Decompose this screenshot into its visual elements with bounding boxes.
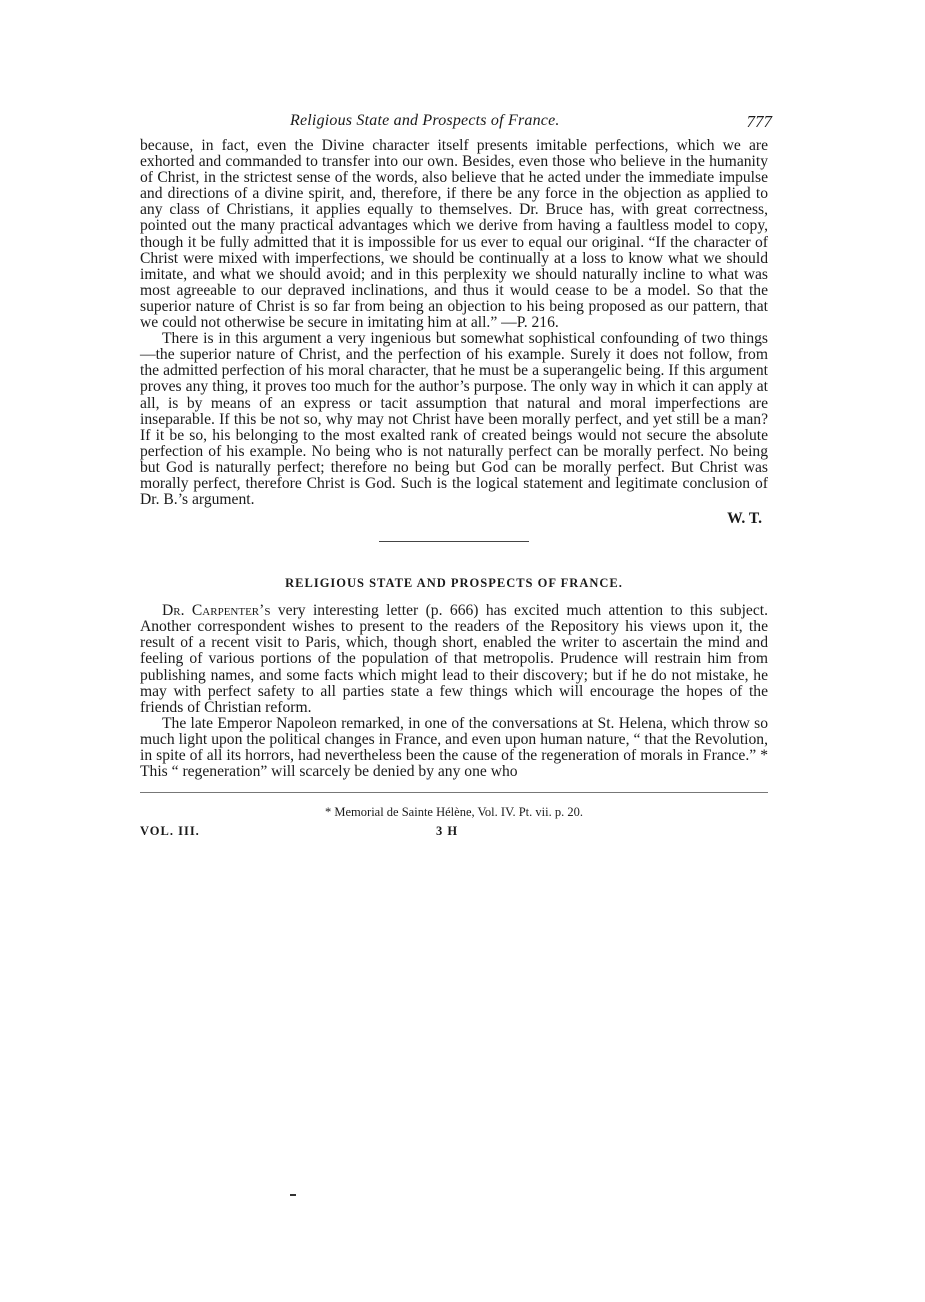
- footnote-rule: [140, 792, 768, 793]
- paragraph-napoleon: The late Emperor Napoleon remarked, in one of the conversations at St. Helena, which throw so much light upon the political changes in France, and even upon human nature, “ that the Revolution, in spite of all its horrors, had nevertheless been the cause of the regeneration of morals in France.” * This “ regeneration” will scarcely be denied by any one who: [140, 714, 768, 781]
- author-signature: W. T.: [727, 510, 762, 528]
- page-number: 777: [746, 112, 772, 131]
- section-divider: [379, 541, 529, 542]
- running-head: [140, 112, 772, 138]
- running-title: Religious State and Prospects of France.: [290, 112, 560, 129]
- signature-mark: 3 H: [436, 824, 459, 839]
- footnote: * Memorial de Sainte Hélène, Vol. IV. Pt. vii. p. 20.: [325, 805, 583, 820]
- page: [140, 112, 772, 844]
- stray-mark: [290, 1194, 296, 1196]
- paragraph-france-intro-text: very interesting letter (p. 666) has excited much attention to this subject. Another correspondent wishes to present to the readers of the Repository his views upon it, the result of a recent visit to Paris, which, though short, enabled the writer to ascertain the mind and feeling of various portions of the population of that metropolis. Prudence will restrain him from publishing names, and some facts which might lead to their discovery; but if he do not mistake, he may with perfect safety to all parties state a few things which will encourage the hopes of the friends of Christian reform.: [140, 602, 769, 716]
- paragraph-continuation: because, in fact, even the Divine character itself presents imitable perfections, which we are exhorted and commanded to transfer into our own. Besides, even those who believe in the humanity of Christ, in the strictest sense of the words, also believe that he acted under the immediate impulse and directions of a divine spirit, and, therefore, if there be any force in the objection as applied to any class of Christians, it applies equally to themselves. Dr. Bruce has, with great correctness, pointed out the many practical advantages which we derive from having a faultless model to copy, though it be fully admitted that it is impossible for us ever to equal our original. “If the character of Christ were mixed with imperfections, we should be continually at a loss to know what we should imitate, and what we should avoid; and in this perplexity we should naturally incline to what was most agreeable to our depraved inclinations, and thus it would cease to be a model. So that the superior nature of Christ is so far from being an objection to his being proposed as our pattern, that we could not otherwise be secure in imitating him at all.” —P. 216.: [140, 137, 768, 332]
- volume-label: VOL. III.: [140, 824, 200, 839]
- page-footer: [140, 824, 768, 844]
- paragraph-france-intro: [140, 603, 768, 716]
- paragraph-lead-name: Dr. Carpenter’s: [162, 602, 271, 620]
- section-heading: RELIGIOUS STATE AND PROSPECTS OF FRANCE.: [285, 576, 623, 591]
- paragraph-critique: There is in this argument a very ingenious but somewhat sophistical confounding of two things—the superior nature of Christ, and the perfection of his example. Surely it does not follow, from the admitted perfection of his moral character, that he must be a superangelic being. If this argument proves any thing, it proves too much for the author’s purpose. The only way in which it can apply at all, is by means of an express or tacit assumption that natural and moral imperfections are inseparable. If this be not so, why may not Christ have been morally perfect, and yet still be a man? If it be so, his belonging to the most exalted rank of created beings would not secure the absolute perfection of his example. No being who is not naturally perfect can be morally perfect. No being but God is naturally perfect; therefore no being but God can be morally perfect. But Christ was morally perfect, therefore Christ is God. Such is the logical statement and legitimate conclusion of Dr. B.’s argument.: [140, 330, 768, 509]
